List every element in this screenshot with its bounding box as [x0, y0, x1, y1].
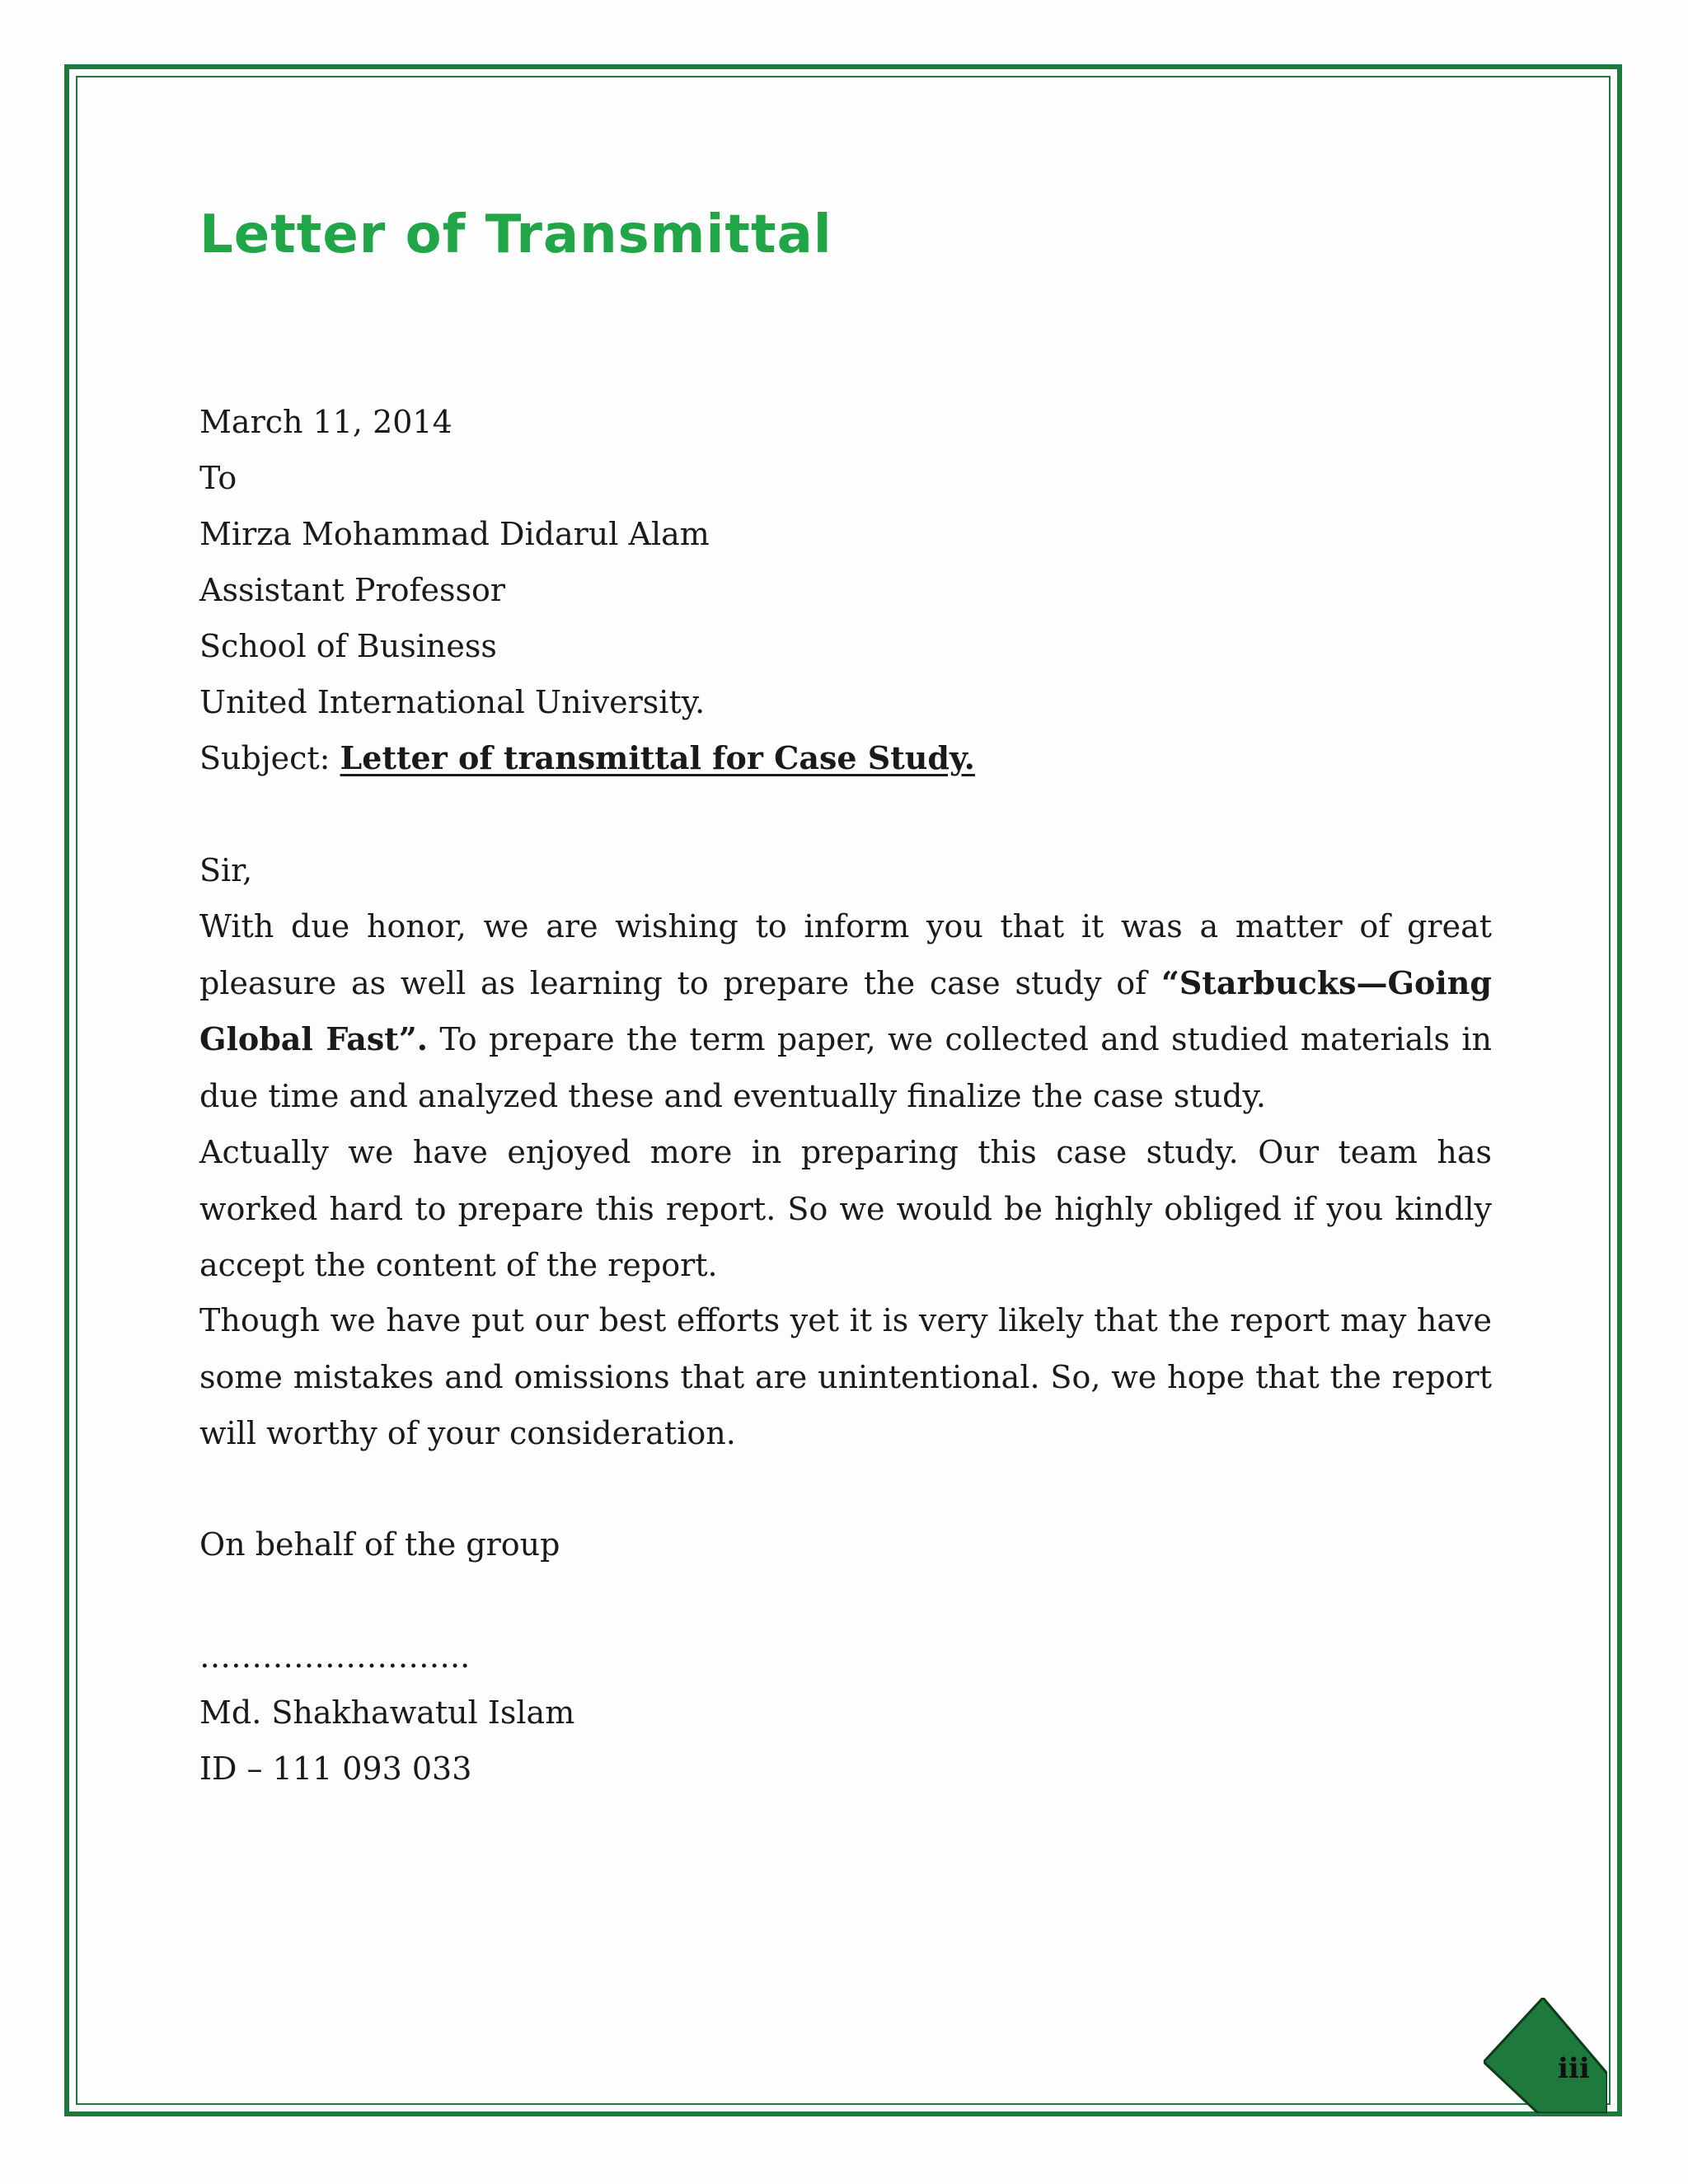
- paragraph-1-text-a: With due honor, we are wishing to inform you that it was a matter of great pleasure as well as learning to prepare the case study of: [199, 908, 1492, 1001]
- paragraph-1-text-b: To prepare the term paper, we collected and studied materials in due time and analyzed these and eventually finalize the case study.: [199, 1021, 1492, 1114]
- sender-name: Md. Shakhawatul Islam: [199, 1694, 575, 1731]
- recipient-designation: Assistant Professor: [199, 572, 506, 608]
- sender-id: ID – 111 093 033: [199, 1750, 472, 1787]
- page-title: Letter of Transmittal: [199, 204, 832, 265]
- subject-line: [199, 730, 975, 786]
- recipient-institution: United International University.: [199, 684, 706, 720]
- to-label: To: [199, 460, 237, 496]
- recipient-department: School of Business: [199, 628, 497, 664]
- paragraph-3: Though we have put our best efforts yet it is very likely that the report may have some mistakes and omissions that are unintentional. So, we hope that the report will worthy of your consideration.: [199, 1302, 1492, 1451]
- page-number: iii: [1558, 2052, 1590, 2085]
- case-study-title: “Starbucks—Going Global Fast”.: [199, 963, 1492, 1057]
- subject-text: Letter of transmittal for Case Study.: [340, 739, 975, 776]
- signature-line: ……………………..: [199, 1638, 471, 1675]
- paragraph-1: [199, 898, 1492, 1124]
- letter-date: March 11, 2014: [199, 404, 452, 440]
- subject-label: Subject:: [199, 740, 340, 776]
- paragraph-2: Actually we have enjoyed more in preparing this case study. Our team has worked hard to prepare this report. So we would be highly obliged if you kindly accept the content of the report.: [199, 1134, 1492, 1283]
- closing: On behalf of the group: [199, 1526, 560, 1563]
- recipient-name: Mirza Mohammad Didarul Alam: [199, 516, 710, 552]
- salutation: Sir,: [199, 852, 253, 888]
